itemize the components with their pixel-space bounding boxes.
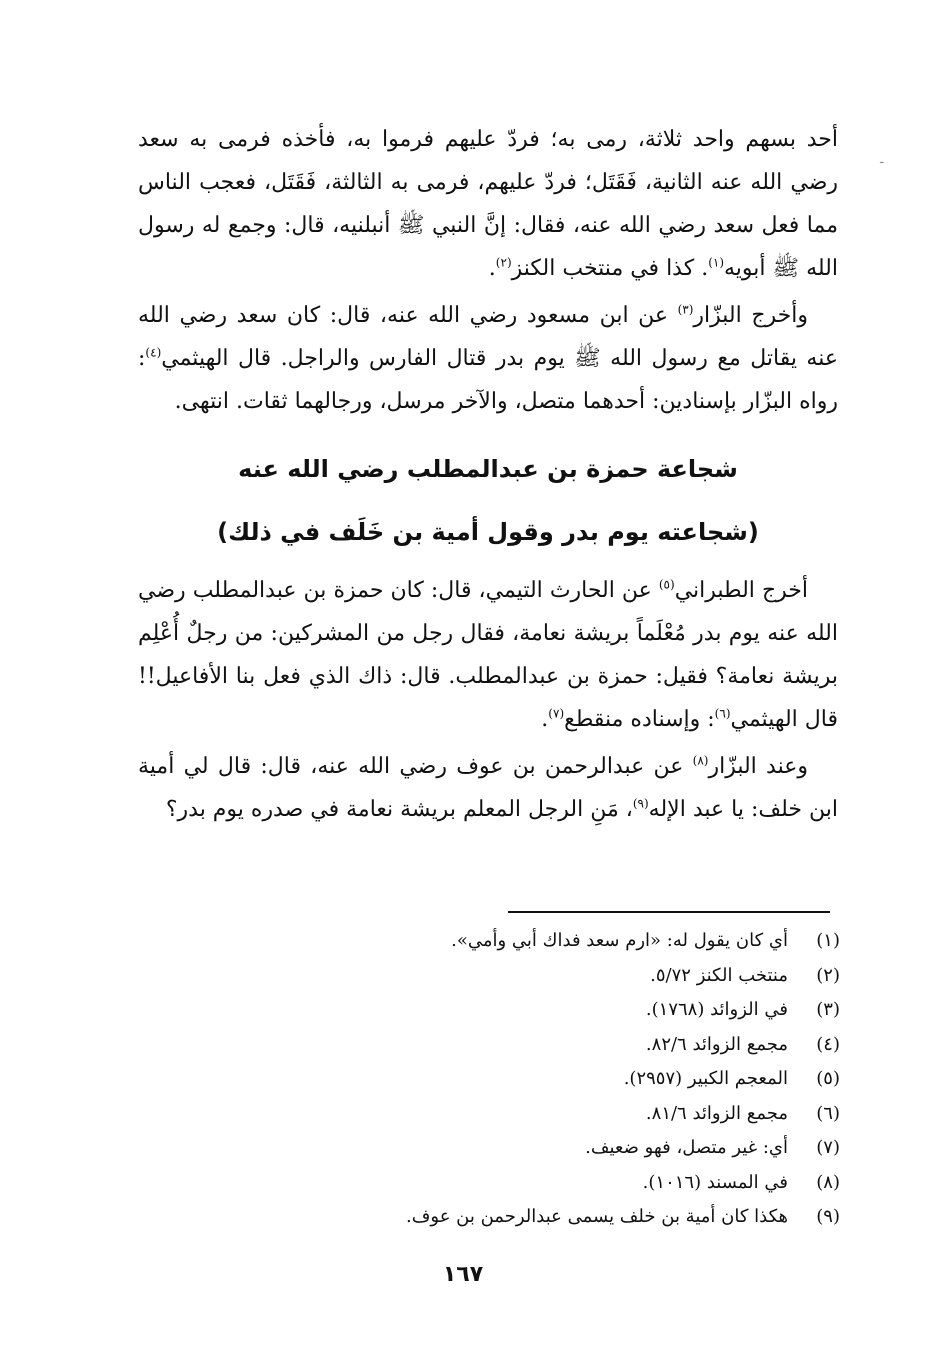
text-run: : رواه البزّار بإسنادين: أحدهما متصل، والآخر مرسل، ورجالهما ثقات. انتهى.	[138, 346, 838, 414]
footnote-marker: (٧)	[548, 706, 565, 721]
footnote-text: منتخب الكنز ٥/٧٢.	[650, 964, 788, 986]
paragraph-2	[138, 294, 838, 423]
footnote-item	[300, 1028, 840, 1063]
footnote-text: مجمع الزوائد ٨١/٦.	[645, 1102, 788, 1124]
text-run: عن عبدالرحمن بن عوف رضي الله عنه، قال: قال لي أمية ابن خلف: يا عبد الإله	[138, 754, 838, 822]
text-run: .	[488, 256, 496, 281]
footnote-item	[300, 1131, 840, 1166]
footnote-number: (٢)	[816, 964, 840, 986]
paragraph-3	[138, 569, 838, 741]
footnotes-list	[300, 924, 840, 1235]
paragraph-1	[138, 118, 838, 290]
paragraph-4	[138, 745, 838, 831]
footnote-item	[300, 1166, 840, 1201]
footnote-text: هكذا كان أمية بن خلف يسمى عبدالرحمن بن عوف.	[406, 1206, 788, 1227]
page-number: ١٦٧	[442, 1262, 484, 1287]
text-run: عن الحارث التيمي، قال: كان حمزة بن عبدالمطلب رضي الله عنه يوم بدر مُعْلَماً بريشة نعامة، فقال رجل من المشركين: من رجلٌ أُعْلِم بريشة نعامة؟ فقيل: حمزة بن عبدالمطلب. قال: ذاك الذي فعل بنا الأفاعيل!! قال الهيثمي	[138, 578, 838, 732]
footnote-text: أي كان يقول له: «ارم سعد فداك أبي وأمي».	[451, 930, 788, 951]
section-heading: شجاعة حمزة بن عبدالمطلب رضي الله عنه	[238, 455, 738, 483]
footnote-number: (٩)	[816, 1206, 840, 1227]
footnote-number: (٧)	[816, 1137, 840, 1158]
footnote-item	[300, 1097, 840, 1132]
footnote-item	[300, 1200, 840, 1235]
footnote-number: (١)	[816, 930, 840, 951]
margin-mark: ـ	[880, 152, 884, 166]
footnote-marker: (٥)	[658, 577, 675, 592]
footnote-marker: (٤)	[145, 345, 162, 360]
text-run: : وإسناده منقطع	[564, 707, 715, 732]
text-run: وعند البزّار	[708, 754, 808, 779]
footnote-item	[300, 959, 840, 994]
footnote-item	[300, 993, 840, 1028]
footnote-marker: (٩)	[632, 796, 649, 811]
footnote-item	[300, 924, 840, 959]
text-run: عن ابن مسعود رضي الله عنه، قال: كان سعد رضي الله عنه يقاتل مع رسول الله ﷺ يوم بدر قتال الفارس والراجل. قال الهيثمي	[138, 303, 838, 371]
footnote-number: (٦)	[816, 1102, 840, 1124]
text-run: .	[541, 707, 549, 732]
footnote-text: في المسند (١٠١٦).	[642, 1171, 788, 1193]
text-run: ، مَنِ الرجل المعلم بريشة نعامة في صدره يوم بدر؟	[165, 797, 633, 822]
footnote-marker: (٢)	[495, 255, 512, 270]
footnote-number: (٨)	[816, 1171, 840, 1193]
text-run: وأخرج البزّار	[693, 303, 808, 328]
text-run: . كذا في منتخب الكنز	[511, 256, 709, 281]
footnote-marker: (٦)	[714, 706, 731, 721]
footnote-number: (٥)	[816, 1068, 840, 1089]
text-run: أحد بسهم واحد ثلاثة، رمى به؛ فردّ عليهم فرموا به، فأخذه فرمى به سعد رضي الله عنه الثانية، فَقَتَل؛ فردّ عليهم، فرمى به الثالثة، فَقَتَل، فعجب الناس مما فعل سعد رضي الله عنه، فقال: إنَّ النبي ﷺ أنبلنيه، قال: وجمع له رسول الله ﷺ أبويه	[138, 127, 838, 281]
section-subheading: (شجاعته يوم بدر وقول أمية بن خَلَف في ذلك)	[217, 518, 759, 546]
footnote-text: المعجم الكبير (٢٩٥٧).	[623, 1068, 788, 1089]
footnote-number: (٣)	[816, 999, 840, 1020]
footnote-text: في الزوائد (١٧٦٨).	[645, 999, 788, 1020]
footnote-number: (٤)	[816, 1033, 840, 1055]
footnote-separator	[508, 911, 830, 913]
text-run: أخرج الطبراني	[674, 578, 809, 603]
footnote-text: أي: غير متصل، فهو ضعيف.	[585, 1137, 788, 1158]
footnote-item	[300, 1062, 840, 1097]
footnote-marker: (٣)	[677, 302, 694, 317]
footnote-text: مجمع الزوائد ٨٢/٦.	[645, 1033, 788, 1055]
footnote-marker: (٨)	[692, 753, 709, 768]
body-text	[138, 118, 838, 835]
footnote-marker: (١)	[708, 255, 725, 270]
